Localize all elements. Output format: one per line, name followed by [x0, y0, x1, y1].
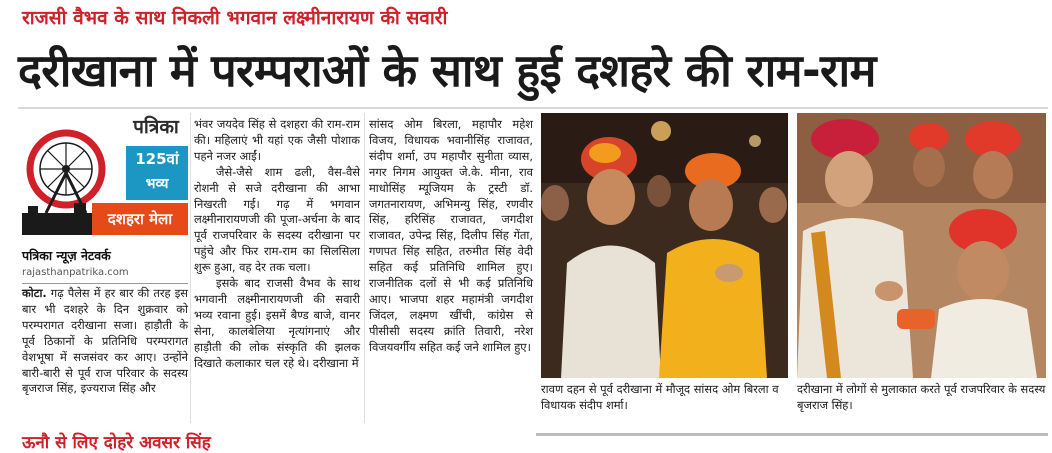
headline: दरीखाना में परम्पराओं के साथ हुई दशहरे की राम-राम [18, 44, 876, 97]
column-divider [190, 113, 191, 423]
column-2-paragraph-1: भंवर जयदेव सिंह से दशहरा की राम-राम की। महिलाएं भी यहां एक जैसी पोशाक पहने नजर आईं। [194, 117, 360, 163]
logo-years-word: भव्य [145, 176, 169, 192]
column-2-paragraph-2: जैसे-जैसे शाम ढली, वैस-वैसे रोशनी से सजे दरीखाना की आभा निखरती गई। गढ़ में भगवान लक्ष्मीनारायणजी की पूजा-अर्चना के बाद पूर्व राजपरिवार के सदस्य दरीखाना पर पहुंचे और फिर राम-राम का सिलसिला शुरू हुआ, वह देर तक चला। [194, 164, 360, 275]
logo-years: 125वां [135, 150, 179, 168]
website-link[interactable]: rajasthanpatrika.com [22, 267, 129, 278]
column-2-paragraph-3: इसके बाद राजसी वैभव के साथ भगवानी लक्ष्मीनारायणजी की सवारी भव्य रवाना हुई। इसमें बैण्ड बाजे, वानर सेना, कालबेलिया नृत्यांगनाएं और हाड़ौती की लोक संस्कृति की झलक दिखाते कलाकार चल रहे थे। दरीखाना में [194, 276, 360, 370]
kicker: राजसी वैभव के साथ निकली भगवान लक्ष्मीनारायण की सवारी [22, 7, 448, 29]
dussehra-mela-logo [22, 113, 188, 235]
column-divider [364, 113, 365, 423]
photo-mp-and-mla [541, 113, 788, 378]
article-column-2 [194, 117, 360, 422]
article-column-1 [22, 286, 188, 422]
logo-brand: पत्रिका [133, 116, 179, 138]
byline-rule [22, 283, 188, 284]
column-3-text: सांसद ओम बिरला, महापौर महेश विजय, विधायक भवानीसिंह राजावत, संदीप शर्मा, उप महापौर सुनीता व्यास, नगर निगम आयुक्त जे.के. मीना, राव माधोसिंह म्यूजियम के ट्रस्टी डॉ. जगतनारायण, अभिमन्यु सिंह, रणवीर सिंह, हरिसिंह राजावत, जगदीश राजावत, उपेन्द्र सिंह, दिलीप सिंह गेंता, गणपत सिंह सहित, तरुमीत सिंह वेदी सहित कई प्रतिनिधि शामिल हुए। राजनीतिक दलों से भी कई प्रतिनिधि आए। भाजपा शहर महामंत्री जगदीश जिंदल, लक्ष्मण खींची, कांग्रेस से पीसीसी सदस्य क्रांति तिवारी, नरेश विजयवर्गीय सहित कई जने शामिल हुए। [369, 117, 533, 354]
photo-2-caption: दरीखाना में लोगों से मुलाकात करते पूर्व राजपरिवार के सदस्य बृजराज सिंह। [797, 382, 1046, 412]
next-headline-text: ऊनौ से लिए दोहरे अवसर सिंह [22, 433, 211, 453]
dateline: कोटा. [22, 286, 47, 300]
byline: पत्रिका न्यूज़ नेटवर्क [22, 248, 111, 263]
photo-1-caption: रावण दहन से पूर्व दरीखाना में मौजूद सांसद ओम बिरला व विधायक संदीप शर्मा। [541, 382, 779, 412]
photo-former-royal-family [797, 113, 1046, 378]
logo-anniversary-badge [126, 146, 188, 200]
article-column-3 [369, 117, 533, 422]
column-1-text: गढ़ पैलेस में हर बार की तरह इस बार भी दशहरे के दिन शुक्रवार को परम्परागत दरीखाना सजा। हाड़ौती के पूर्व ठिकानों के प्रतिनिधि परम्परागत वेशभूषा में सजसंवर कर आए। उन्होंने बारी-बारी से पूर्व राज परिवार के सदस्य बृजराज सिंह, इज्यराज सिंह और [22, 286, 188, 396]
photo-illustration [797, 113, 1046, 378]
bottom-rule [536, 433, 1048, 436]
next-article-headline-cutoff [22, 429, 262, 453]
logo-event-name: दशहरा मेला [92, 203, 188, 235]
photo-illustration [541, 113, 788, 378]
headline-rule [18, 107, 1048, 109]
